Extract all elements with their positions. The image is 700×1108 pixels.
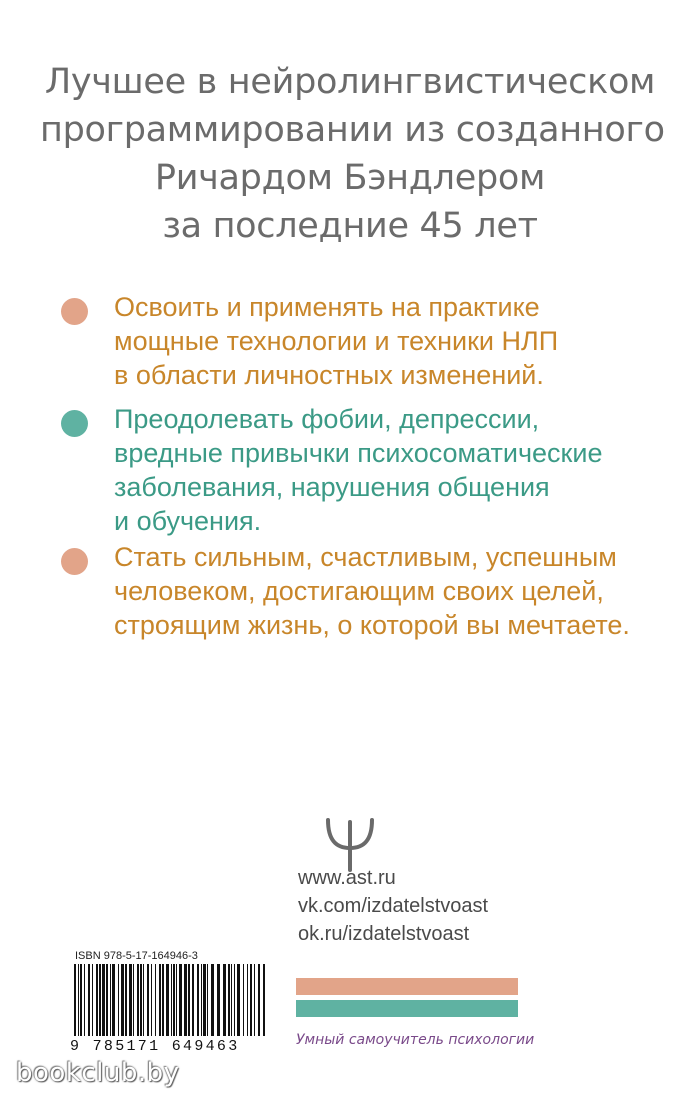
bullet-2-line-1: Преодолевать фобии, депрессии, <box>114 404 540 434</box>
barcode-bar <box>211 964 214 1036</box>
barcode-bar <box>250 964 252 1036</box>
barcode-bar <box>74 964 76 1036</box>
color-stripe-orange <box>296 978 518 995</box>
bullet-3-line-2: человеком, достигающим своих целей, <box>114 576 604 606</box>
barcode-bar <box>197 964 199 1036</box>
bullet-3-line-1: Стать сильным, счастливым, успешным <box>114 542 617 572</box>
barcode-bar <box>254 964 255 1036</box>
barcode-bar <box>217 964 220 1036</box>
barcode-bar <box>112 964 115 1036</box>
bullet-2-line-3: заболевания, нарушения общения <box>114 472 550 502</box>
barcode-bar <box>184 964 187 1036</box>
barcode-bar <box>137 964 139 1036</box>
bullet-text-1 <box>114 290 558 392</box>
barcode-bar <box>78 964 79 1036</box>
barcode-bar <box>166 964 169 1036</box>
barcode-bar <box>96 964 98 1036</box>
headline <box>40 58 665 250</box>
barcode-bar <box>176 964 177 1036</box>
barcode-bar <box>125 964 127 1036</box>
bullet-text-2 <box>114 402 602 538</box>
barcode-bar <box>234 964 235 1036</box>
barcode-bar <box>237 964 240 1036</box>
bullet-2-line-2: вредные привычки психосоматические <box>114 438 603 468</box>
watermark: bookclub.by <box>16 1058 180 1088</box>
headline-line-3: Ричардом Бэндлером <box>154 158 546 198</box>
bullet-dot-icon <box>61 298 88 325</box>
barcode-bar <box>133 964 134 1036</box>
bullet-1-line-2: мощные технологии и техники НЛП <box>114 326 559 356</box>
barcode-bar <box>201 964 202 1036</box>
barcode-bar <box>118 964 119 1036</box>
barcode-bar <box>162 964 164 1036</box>
bullet-text-3 <box>114 540 630 642</box>
isbn-label: ISBN 978-5-17-164946-3 <box>75 950 198 962</box>
barcode-bar <box>110 964 111 1036</box>
bullet-1-line-1: Освоить и применять на практике <box>114 292 540 322</box>
barcode-bar <box>258 964 260 1036</box>
series-title: Умный самоучитель психологии <box>296 1032 535 1048</box>
barcode-number: 9 785171 649463 <box>70 1038 240 1055</box>
barcode-bar <box>171 964 172 1036</box>
barcode-bar <box>223 964 226 1036</box>
link-ok[interactable]: ok.ru/izdatelstvoast <box>298 923 470 945</box>
barcode-bar <box>263 964 265 1036</box>
barcode-bar <box>228 964 230 1036</box>
bullet-2-line-4: и обучения. <box>114 506 262 536</box>
barcode-bar <box>155 964 156 1036</box>
headline-line-1: Лучшее в нейролингвистическом <box>44 62 656 102</box>
link-vk[interactable]: vk.com/izdatelstvoast <box>298 895 489 917</box>
bullet-3-line-3: строящим жизнь, о которой вы мечтаете. <box>114 610 630 640</box>
link-site[interactable]: www.ast.ru <box>298 867 396 889</box>
barcode-icon <box>72 964 268 1043</box>
barcode-bar <box>173 964 175 1036</box>
barcode-bar <box>159 964 161 1036</box>
barcode-bar <box>84 964 85 1036</box>
barcode-bar <box>243 964 244 1036</box>
barcode-bar <box>129 964 132 1036</box>
bullet-1-line-3: в области личностных изменений. <box>114 360 544 390</box>
headline-line-2: программировании из созданного <box>40 110 665 150</box>
barcode-bar <box>121 964 124 1036</box>
headline-line-4: за последние 45 лет <box>162 206 538 246</box>
bullet-dot-icon <box>61 548 88 575</box>
barcode-bar <box>247 964 248 1036</box>
publisher-links <box>298 864 488 948</box>
barcode-bar <box>179 964 182 1036</box>
color-stripe-teal <box>296 1000 518 1017</box>
barcode-bar <box>151 964 152 1036</box>
barcode-bar <box>231 964 232 1036</box>
barcode-bar <box>207 964 208 1036</box>
barcode-bar <box>80 964 82 1036</box>
barcode-bar <box>188 964 190 1036</box>
barcode-bar <box>143 964 144 1036</box>
barcode-bar <box>147 964 149 1036</box>
bullet-dot-icon <box>61 410 88 437</box>
barcode-bar <box>88 964 90 1036</box>
barcode-bar <box>106 964 108 1036</box>
barcode-bar <box>203 964 206 1036</box>
barcode-bar <box>140 964 142 1036</box>
barcode-bar <box>192 964 194 1036</box>
barcode-bar <box>102 964 105 1036</box>
barcode-bar <box>92 964 93 1036</box>
barcode-bar <box>99 964 101 1036</box>
